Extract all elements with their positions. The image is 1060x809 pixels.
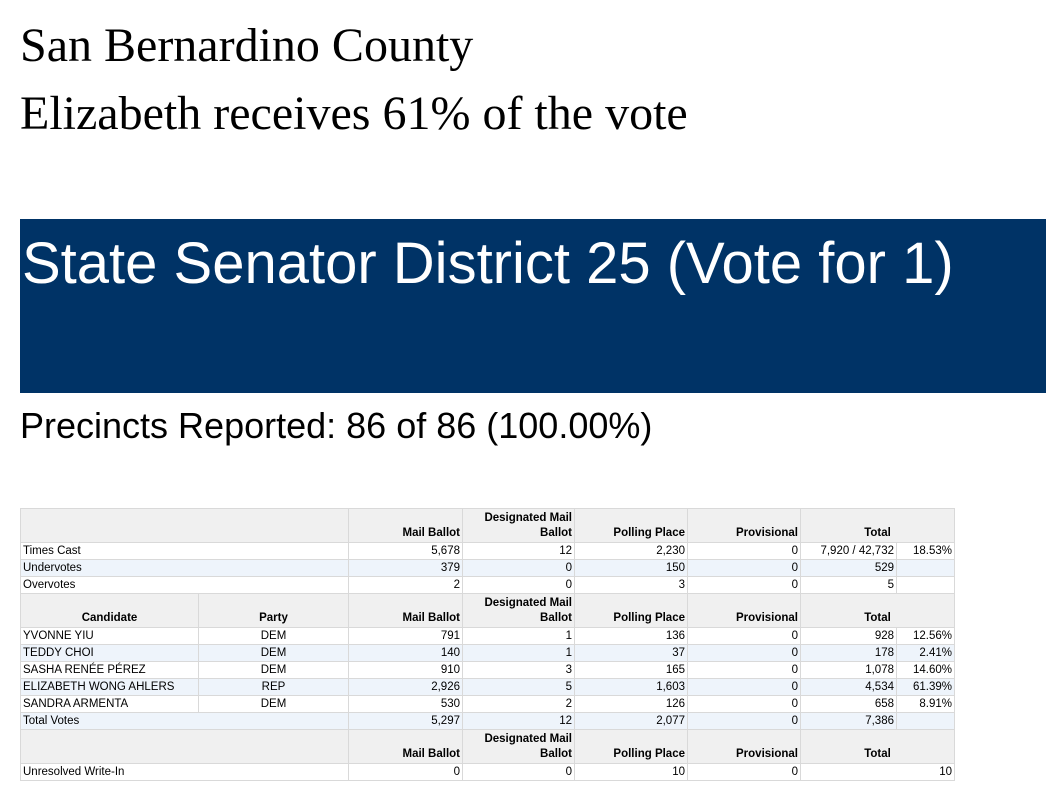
- header-mail-ballot: Mail Ballot: [349, 509, 463, 543]
- header-total: Total: [801, 509, 955, 543]
- cell-designated: 1: [463, 628, 575, 645]
- contest-title-banner: State Senator District 25 (Vote for 1): [20, 219, 1046, 393]
- row-label: Undervotes: [21, 560, 349, 577]
- cell-mail: 5,297: [349, 713, 463, 730]
- cell-mail: 2,926: [349, 679, 463, 696]
- cell-designated: 0: [463, 577, 575, 594]
- summary-row-overvotes: [21, 577, 955, 594]
- header-polling-place: Polling Place: [575, 594, 688, 628]
- header-party: Party: [199, 594, 349, 628]
- candidate-name: SASHA RENÉE PÉREZ: [21, 662, 199, 679]
- cell-polling: 37: [575, 645, 688, 662]
- header-designated-mail-ballot: Designated Mail Ballot: [463, 509, 575, 543]
- county-title: San Bernardino County: [20, 19, 474, 72]
- cell-polling: 2,077: [575, 713, 688, 730]
- cell-total: 7,386: [801, 713, 897, 730]
- candidate-name: SANDRA ARMENTA: [21, 696, 199, 713]
- cell-percent: 12.56%: [897, 628, 955, 645]
- cell-total: 178: [801, 645, 897, 662]
- cell-designated: 2: [463, 696, 575, 713]
- summary-row-times-cast: [21, 543, 955, 560]
- header-blank-cell: [21, 509, 349, 543]
- candidate-party: DEM: [199, 628, 349, 645]
- cell-mail: 530: [349, 696, 463, 713]
- cell-provisional: 0: [688, 543, 801, 560]
- candidate-row: [21, 679, 955, 696]
- cell-percent: [897, 560, 955, 577]
- cell-polling: 136: [575, 628, 688, 645]
- headline: Elizabeth receives 61% of the vote: [20, 87, 688, 140]
- candidate-party: DEM: [199, 662, 349, 679]
- cell-total: 529: [801, 560, 897, 577]
- precincts-reported: Precincts Reported: 86 of 86 (100.00%): [20, 405, 653, 446]
- candidate-row: [21, 628, 955, 645]
- cell-percent: 8.91%: [897, 696, 955, 713]
- cell-mail: 910: [349, 662, 463, 679]
- cell-percent: 14.60%: [897, 662, 955, 679]
- cell-designated: 3: [463, 662, 575, 679]
- cell-percent: 2.41%: [897, 645, 955, 662]
- cell-mail: 5,678: [349, 543, 463, 560]
- cell-polling: 10: [575, 764, 688, 781]
- header-polling-place: Polling Place: [575, 730, 688, 764]
- cell-mail: 791: [349, 628, 463, 645]
- total-votes-row: [21, 713, 955, 730]
- candidate-row: [21, 696, 955, 713]
- header-designated-mail-ballot: Designated Mail Ballot: [463, 594, 575, 628]
- cell-provisional: 0: [688, 764, 801, 781]
- cell-polling: 150: [575, 560, 688, 577]
- cell-polling: 165: [575, 662, 688, 679]
- candidate-header-row: [21, 594, 955, 628]
- cell-polling: 2,230: [575, 543, 688, 560]
- cell-mail: 2: [349, 577, 463, 594]
- cell-total: 5: [801, 577, 897, 594]
- cell-mail: 0: [349, 764, 463, 781]
- header-mail-ballot: Mail Ballot: [349, 594, 463, 628]
- cell-total: 10: [801, 764, 955, 781]
- row-label: Total Votes: [21, 713, 349, 730]
- cell-total: 658: [801, 696, 897, 713]
- cell-total: 1,078: [801, 662, 897, 679]
- candidate-name: ELIZABETH WONG AHLERS: [21, 679, 199, 696]
- results-table: [20, 508, 955, 781]
- row-label: Overvotes: [21, 577, 349, 594]
- summary-row-undervotes: [21, 560, 955, 577]
- cell-provisional: 0: [688, 713, 801, 730]
- cell-designated: 12: [463, 543, 575, 560]
- cell-provisional: 0: [688, 577, 801, 594]
- candidate-name: YVONNE YIU: [21, 628, 199, 645]
- candidate-party: REP: [199, 679, 349, 696]
- header-polling-place: Polling Place: [575, 509, 688, 543]
- cell-polling: 126: [575, 696, 688, 713]
- candidate-row: [21, 662, 955, 679]
- cell-provisional: 0: [688, 696, 801, 713]
- header-mail-ballot: Mail Ballot: [349, 730, 463, 764]
- cell-provisional: 0: [688, 560, 801, 577]
- cell-total: 7,920 / 42,732: [801, 543, 897, 560]
- header-provisional: Provisional: [688, 509, 801, 543]
- header-blank-cell: [21, 730, 349, 764]
- header-total: Total: [801, 594, 955, 628]
- cell-designated: 5: [463, 679, 575, 696]
- cell-percent: [897, 713, 955, 730]
- candidate-name: TEDDY CHOI: [21, 645, 199, 662]
- cell-designated: 0: [463, 764, 575, 781]
- cell-provisional: 0: [688, 645, 801, 662]
- cell-provisional: 0: [688, 662, 801, 679]
- cell-total: 928: [801, 628, 897, 645]
- header-provisional: Provisional: [688, 730, 801, 764]
- row-label: Times Cast: [21, 543, 349, 560]
- header-candidate: Candidate: [21, 594, 199, 628]
- header-total: Total: [801, 730, 955, 764]
- cell-mail: 140: [349, 645, 463, 662]
- cell-designated: 12: [463, 713, 575, 730]
- cell-total: 4,534: [801, 679, 897, 696]
- candidate-party: DEM: [199, 645, 349, 662]
- header-designated-mail-ballot: Designated Mail Ballot: [463, 730, 575, 764]
- cell-percent: 18.53%: [897, 543, 955, 560]
- header-provisional: Provisional: [688, 594, 801, 628]
- write-in-header-row: [21, 730, 955, 764]
- row-label: Unresolved Write-In: [21, 764, 349, 781]
- results-table-container: [20, 508, 954, 781]
- candidate-party: DEM: [199, 696, 349, 713]
- cell-designated: 1: [463, 645, 575, 662]
- cell-provisional: 0: [688, 628, 801, 645]
- write-in-row: [21, 764, 955, 781]
- cell-polling: 3: [575, 577, 688, 594]
- summary-header-row: [21, 509, 955, 543]
- cell-polling: 1,603: [575, 679, 688, 696]
- candidate-row: [21, 645, 955, 662]
- cell-provisional: 0: [688, 679, 801, 696]
- cell-percent: 61.39%: [897, 679, 955, 696]
- cell-mail: 379: [349, 560, 463, 577]
- cell-percent: [897, 577, 955, 594]
- cell-designated: 0: [463, 560, 575, 577]
